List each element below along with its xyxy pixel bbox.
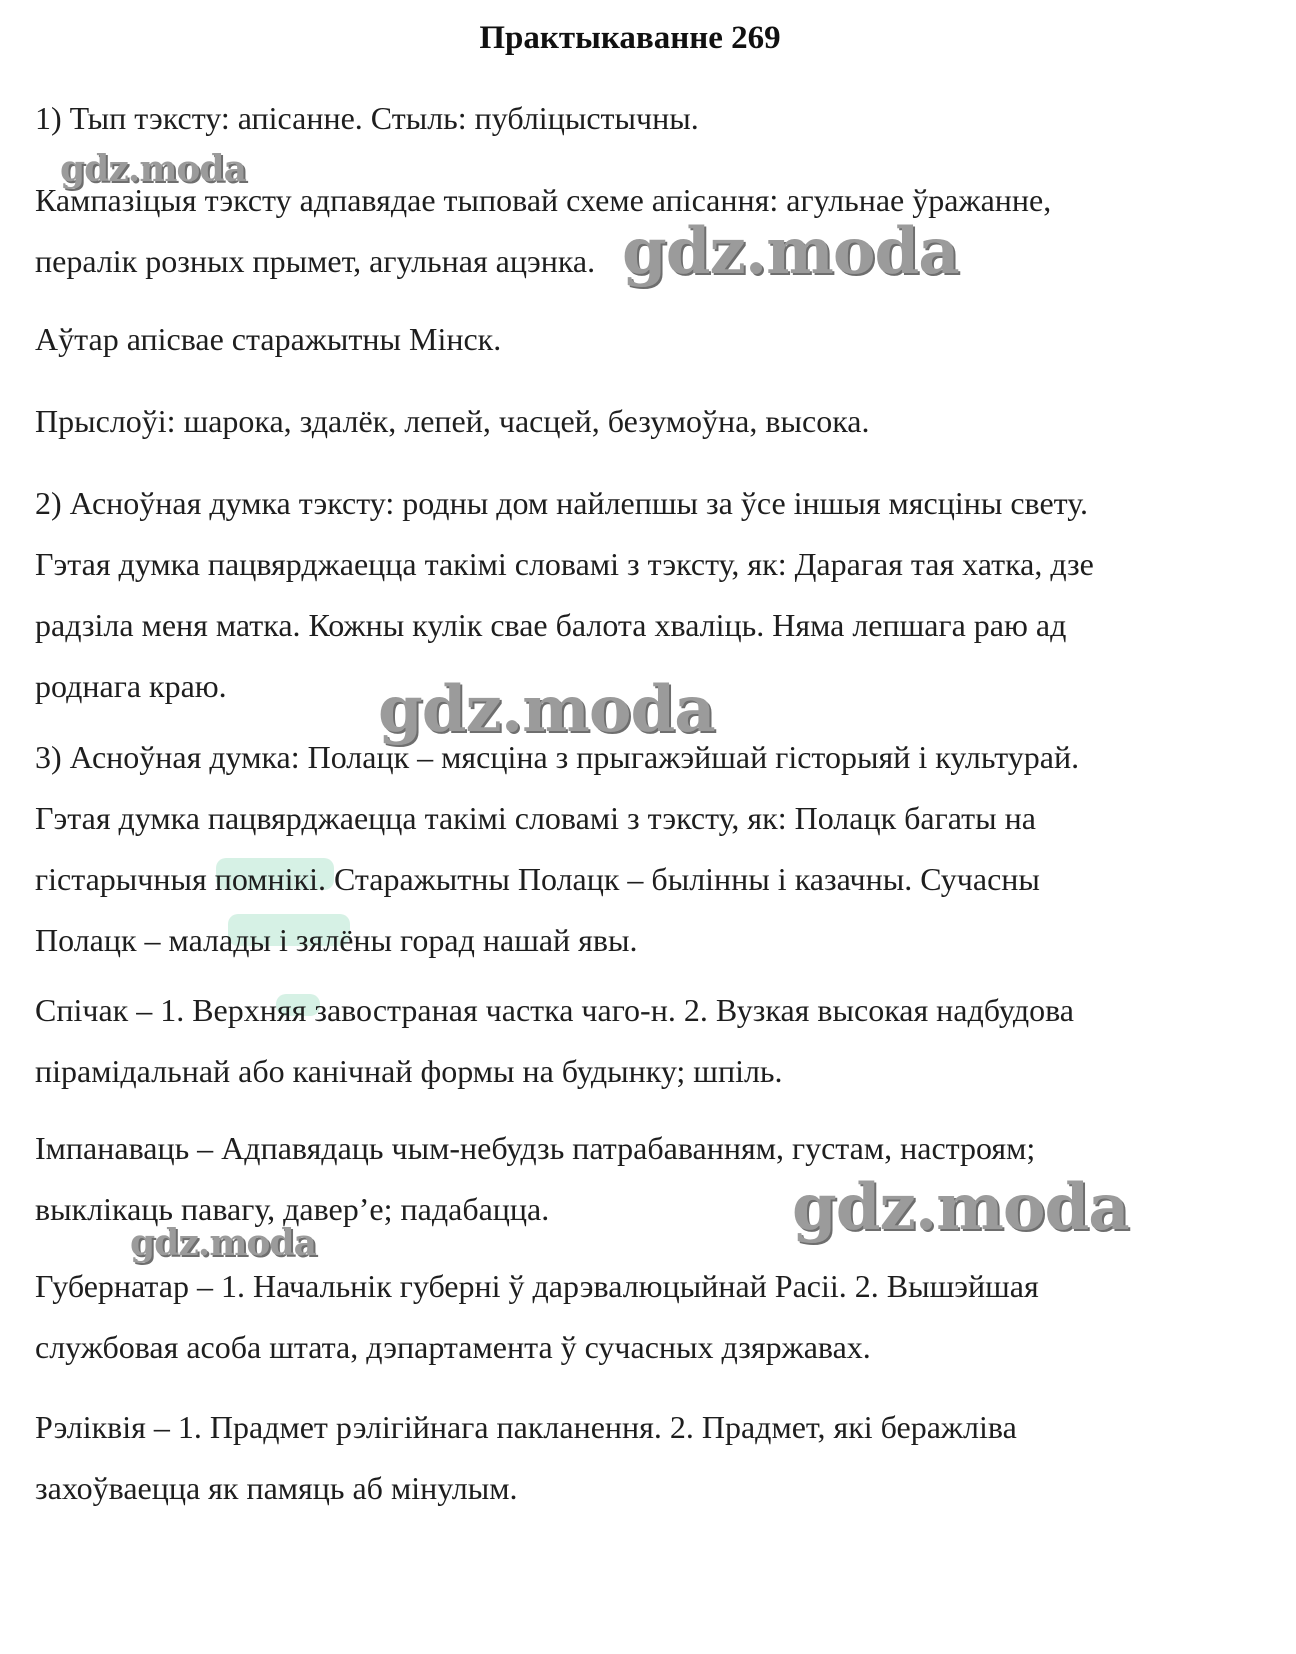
text-line: гістарычныя помнікі. Старажытны Полацк – былінны і казачны. Сучасны [35, 861, 1040, 897]
paragraph [35, 727, 1245, 971]
text-line: пералік розных прымет, агульная ацэнка. [35, 243, 596, 279]
text-line: роднага краю. [35, 668, 227, 704]
text-line: Спічак – 1. Верхняя завостраная частка чаго-н. 2. Вузкая высокая надбудова [35, 992, 1074, 1028]
paragraph [35, 1397, 1245, 1519]
text-line: Кампазіцыя тэксту адпавядае тыповай схеме апісання: агульнае ўражанне, [35, 182, 1052, 218]
text-line: пірамідальнай або канічнай формы на будынку; шпіль. [35, 1053, 783, 1089]
watermark: gdz.moda [130, 1222, 316, 1264]
watermark: gdz.moda [622, 214, 959, 289]
watermark: gdz.moda [60, 148, 246, 190]
text-line: выклікаць павагу, давер’е; падабацца. [35, 1191, 550, 1227]
watermark: gdz.moda [378, 672, 715, 747]
paragraph [35, 980, 1245, 1102]
text-line: службовая асоба штата, дэпартамента ў сучасных дзяржавах. [35, 1329, 871, 1365]
text-line: радзіла меня матка. Кожны кулік свае балота хваліць. Няма лепшага раю ад [35, 607, 1067, 643]
text-line: захоўваецца як памяць аб мінулым. [35, 1470, 518, 1506]
text-line: Прыслоўі: шарока, здалёк, лепей, часцей, безумоўна, высока. [35, 403, 870, 439]
paragraph [35, 1256, 1245, 1378]
page-title: Практыкаванне 269 [479, 20, 781, 56]
paragraph [35, 309, 1245, 370]
paragraph [35, 391, 1245, 452]
text-line: Полацк – малады і зялёны горад нашай явы. [35, 922, 638, 958]
watermark: gdz.moda [792, 1170, 1129, 1245]
text-line: Імпанаваць – Адпавядаць чым-небудзь патрабаванням, густам, настроям; [35, 1130, 1036, 1166]
text-line: Аўтар апісвае старажытны Мінск. [35, 321, 502, 357]
text-line: Гэтая думка пацвярджаецца такімі словамі з тэксту, як: Дарагая тая хатка, дзе [35, 546, 1094, 582]
text-line: 1) Тып тэксту: апісанне. Стыль: публіцыстычны. [35, 100, 699, 136]
text-line: 3) Асноўная думка: Полацк – мясціна з прыгажэйшай гісторыяй і культурай. [35, 739, 1080, 775]
text-line: Гэтая думка пацвярджаецца такімі словамі з тэксту, як: Полацк багаты на [35, 800, 1036, 836]
paragraph [35, 88, 1245, 149]
text-line: Рэліквія – 1. Прадмет рэлігійнага пакланення. 2. Прадмет, які беражліва [35, 1409, 1017, 1445]
text-line: Губернатар – 1. Начальнік губерні ў дарэвалюцыйнай Расіі. 2. Вышэйшая [35, 1268, 1039, 1304]
text-line: 2) Асноўная думка тэксту: родны дом найлепшы за ўсе іншыя мясціны свету. [35, 485, 1089, 521]
